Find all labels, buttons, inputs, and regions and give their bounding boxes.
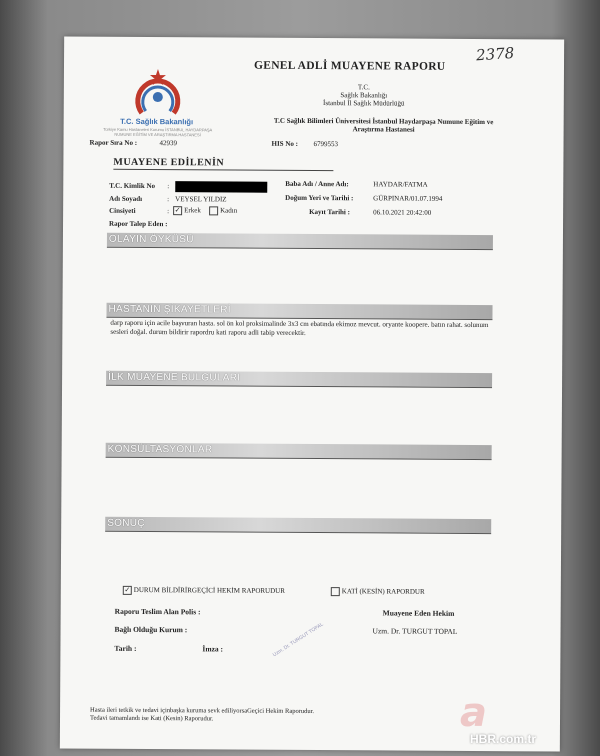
report-page	[60, 36, 564, 751]
note-line-1: Hasta ileri tetkik ve tedavi içinbaşka kuruma sevk ediliyorsaGeçici Hekim Raporudur.	[90, 706, 315, 716]
registration-value: 06.10.2021 20:42:00	[373, 208, 432, 217]
birth-label: Doğum Yeri ve Tarihi :	[285, 193, 354, 203]
gender-colon: :	[167, 207, 170, 216]
male-label: Erkek	[184, 206, 201, 215]
section-findings: İLK MUAYENE BULGULARI	[106, 371, 492, 388]
tc-label: T.C. Kimlik No	[109, 181, 156, 191]
final-report-label: KATİ (KESİN) RAPORDUR	[341, 587, 425, 596]
police-receiver-label: Raporu Teslim Alan Polis :	[114, 606, 201, 617]
name-colon: :	[167, 195, 170, 204]
checkbox-icon[interactable]	[331, 587, 340, 596]
header-ministry: Sağlık Bakanlığı	[340, 91, 388, 100]
section-complaints: HASTANIN ŞİKAYETLERİ	[106, 303, 492, 320]
requester-label: Rapor Talep Eden :	[109, 219, 168, 229]
signature-label: İmza :	[202, 644, 224, 654]
section-incident-history: OLAYIN ÖYKÜSÜ	[107, 233, 493, 250]
option-final-report[interactable]	[331, 587, 425, 597]
female-label: Kadın	[220, 206, 238, 215]
birth-value: GÜRPINAR/01.07.1994	[373, 194, 443, 203]
handwritten-number: 2378	[475, 43, 515, 65]
institution-label: Bağlı Olduğu Kurum :	[114, 624, 188, 635]
his-no-value: 6799553	[313, 140, 339, 149]
rapor-no-value: 42939	[159, 139, 178, 148]
page-title: GENEL ADLİ MUAYENE RAPORU	[253, 59, 446, 73]
header-directorate: İstanbul İl Sağlık Müdürlüğü	[323, 99, 405, 108]
section-consultations: KONSÜLTASYONLAR	[106, 443, 492, 460]
watermark-logo: a	[460, 690, 487, 736]
temporary-report-label: DURUM BİLDİRİRGEÇİCİ HEKİM RAPORUDUR	[133, 586, 285, 595]
redacted-id	[175, 181, 267, 193]
logo-text: T.C. Sağlık Bakanlığı	[120, 116, 194, 127]
examined-person-heading: MUAYENE EDİLENİN	[113, 157, 333, 171]
his-no-label: HIS No :	[271, 139, 299, 148]
logo-subtext: Türkiye Kamu Hastaneleri Kurumu İSTANBUL HAYDARPAŞA NUMUNE EĞİTİM VE ARAŞTIRMA HASTANESİ	[102, 126, 213, 138]
tc-colon: :	[167, 182, 170, 191]
name-label: Adı Soyadı	[109, 194, 143, 203]
checkbox-checked-icon[interactable]: ✓	[124, 585, 131, 594]
watermark-site: HBR.com.tr	[470, 732, 537, 746]
parents-label: Baba Adı / Anne Adı:	[285, 179, 349, 189]
doctor-title: Muayene Eden Hekim	[382, 608, 455, 618]
doctor-stamp: Uzm. Dr. TURGUT TOPAL	[271, 621, 325, 659]
gender-male-option[interactable]	[173, 206, 201, 215]
checkbox-icon[interactable]	[209, 206, 218, 215]
registration-label: Kayıt Tarihi :	[309, 207, 350, 217]
checkbox-checked-icon[interactable]: ✓	[174, 206, 181, 215]
header-tc: T.C.	[357, 83, 370, 92]
rapor-no-label: Rapor Sıra No :	[89, 138, 138, 147]
gender-female-option[interactable]	[209, 206, 237, 215]
date-label: Tarih :	[114, 643, 137, 653]
note-line-2: Tedavi tamamlandı ise Kati (Kesin) Raporudur.	[89, 714, 214, 723]
name-value: VEYSEL YILDIZ	[175, 195, 227, 204]
section-result: SONUÇ	[105, 517, 491, 534]
complaints-text: darp raporu için acile başvuran hasta. sol ön kol proksimalinde 3x3 cm ebatında ekimoz mevcut. oryante koopere. batın rahat. solunum sesleri doğal. durum bildirir rapordru kati raporu adli tabip verecektir.	[110, 318, 489, 337]
option-temporary-report[interactable]	[123, 586, 285, 596]
header-hospital: T.C Sağlık Bilimleri Üniversitesi İstanbul Haydarpaşa Numune Eğitim ve Araştırma Hastanesi	[273, 116, 494, 134]
doctor-name: Uzm. Dr. TURGUT TOPAL	[372, 626, 458, 636]
gender-label: Cinsiyeti	[109, 206, 136, 215]
parents-value: HAYDAR/FATMA	[373, 180, 428, 189]
